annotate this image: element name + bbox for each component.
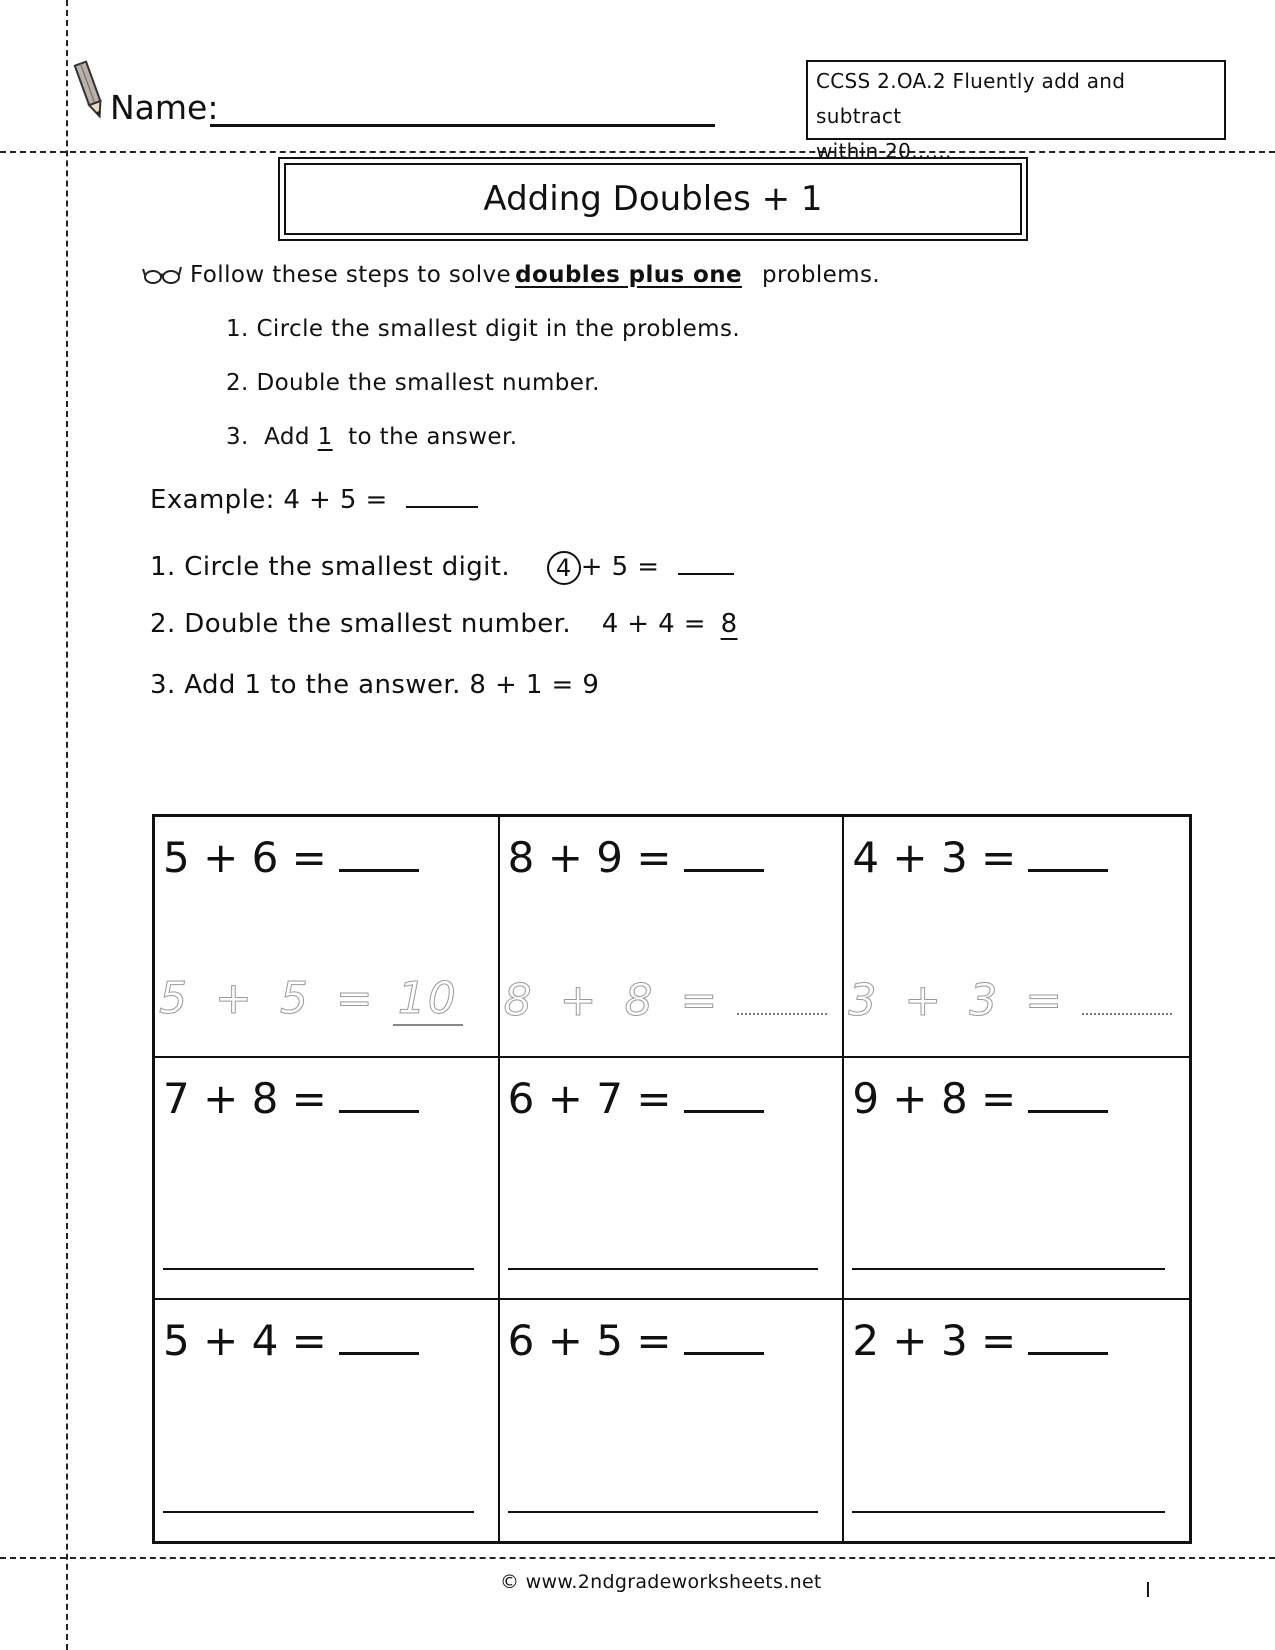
answer-blank[interactable] (684, 831, 764, 872)
footer-copyright: © www.2ndgradeworksheets.net (500, 1571, 822, 1593)
intro-text-before: Follow these steps to solve (190, 262, 512, 288)
problem-text: 8 + 9 = (507, 833, 672, 882)
example-step-2-text: 2. Double the smallest number. (150, 609, 572, 639)
example-step-1-blank (678, 547, 734, 575)
problem-equation (508, 831, 764, 882)
problem-cell (844, 1300, 1189, 1541)
problem-cell (500, 1300, 845, 1541)
left-margin-guide (66, 0, 68, 1650)
problem-equation (508, 1072, 764, 1123)
trace-digit-a: 5 (159, 973, 189, 1025)
work-line[interactable] (163, 1511, 474, 1513)
trace-digit-a: 8 (503, 975, 534, 1027)
instruction-step-2: 2. Double the smallest number. (226, 370, 600, 396)
problem-cell (500, 1058, 845, 1299)
example-header (150, 480, 478, 515)
problem-equation (163, 1314, 419, 1365)
trace-eq: = (1025, 975, 1065, 1027)
page-mark: I (1145, 1578, 1151, 1602)
trace-digit-b: 5 (279, 973, 310, 1025)
step-3-number: 1 (317, 424, 333, 450)
example-header-text: Example: 4 + 5 = (150, 485, 388, 515)
answer-blank[interactable] (684, 1072, 764, 1113)
trace-op: + (559, 975, 599, 1027)
work-line[interactable] (508, 1268, 819, 1270)
problem-equation (852, 831, 1108, 882)
answer-blank[interactable] (1028, 1314, 1108, 1355)
problem-text: 9 + 8 = (852, 1074, 1017, 1124)
circled-digit: 4 (547, 551, 581, 585)
problem-text: 2 + 3 = (852, 1315, 1017, 1365)
work-line[interactable] (852, 1268, 1165, 1270)
step-3-suffix: to the answer. (332, 424, 518, 450)
problem-cell (500, 817, 845, 1058)
name-input-line[interactable] (210, 124, 715, 127)
problem-cell (155, 1300, 500, 1541)
problem-grid (152, 814, 1192, 1544)
problem-cell (155, 1058, 500, 1299)
instruction-step-3 (226, 424, 517, 450)
problem-equation (508, 1314, 764, 1365)
tracing-row (848, 975, 1172, 1026)
problem-text: 6 + 7 = (507, 1074, 672, 1124)
problem-text: 7 + 8 = (163, 1074, 327, 1124)
problem-cell (844, 817, 1189, 1058)
instruction-step-1: 1. Circle the smallest digit in the problems. (226, 316, 741, 342)
trace-answer[interactable]: 10 (393, 973, 463, 1026)
example-step-1-text: 1. Circle the smallest digit. (150, 552, 511, 582)
name-label: Name: (110, 88, 219, 127)
bottom-cut-guide (0, 1557, 1275, 1559)
answer-blank[interactable] (339, 1072, 419, 1113)
tracing-row (504, 975, 828, 1026)
ccss-line-1: CCSS 2.OA.2 Fluently add and subtract (816, 69, 1126, 128)
trace-eq: = (680, 975, 720, 1027)
answer-blank[interactable] (684, 1314, 764, 1355)
title-box (278, 157, 1028, 241)
example-step-2-answer: 8 (720, 609, 738, 639)
answer-blank[interactable] (1028, 831, 1108, 872)
work-line[interactable] (508, 1511, 819, 1513)
ccss-standard-box (806, 60, 1226, 163)
problem-equation (852, 1314, 1108, 1365)
example-step-1 (150, 547, 734, 585)
trace-digit-b: 3 (969, 975, 1000, 1027)
example-step-2 (150, 609, 744, 639)
example-step-1-rest: + 5 = (580, 552, 660, 582)
problem-text: 6 + 5 = (507, 1315, 672, 1365)
intro-keyword: doubles plus one (515, 262, 742, 288)
problem-text: 5 + 4 = (163, 1315, 327, 1365)
problem-equation (163, 831, 419, 882)
problem-text: 4 + 3 = (852, 833, 1017, 882)
page-title: Adding Doubles + 1 (483, 179, 823, 219)
intro-text-after: problems. (762, 262, 881, 288)
problem-equation (852, 1072, 1108, 1123)
example-step-2-eq: 4 + 4 = (601, 609, 706, 639)
trace-answer-dotted-line[interactable] (1082, 1003, 1172, 1015)
intro-line (142, 262, 880, 288)
trace-eq: = (335, 973, 375, 1025)
example-step-3: 3. Add 1 to the answer. 8 + 1 = 9 (150, 670, 600, 700)
ccss-line-2: within 20…… (816, 139, 952, 163)
example-answer-blank (406, 480, 478, 508)
tracing-row (159, 973, 463, 1026)
answer-blank[interactable] (339, 1314, 419, 1355)
trace-answer-dotted-line[interactable] (737, 1003, 827, 1015)
work-line[interactable] (852, 1511, 1165, 1513)
glasses-icon (142, 263, 182, 287)
problem-cell (155, 817, 500, 1058)
step-3-prefix: 3. Add (226, 424, 318, 450)
work-line[interactable] (163, 1268, 474, 1270)
trace-digit-a: 3 (848, 975, 879, 1027)
trace-digit-b: 8 (624, 975, 655, 1027)
problem-cell (844, 1058, 1189, 1299)
pencil-icon (72, 58, 108, 122)
answer-blank[interactable] (339, 831, 419, 872)
trace-op: + (215, 973, 254, 1025)
trace-op: + (904, 975, 944, 1027)
answer-blank[interactable] (1028, 1072, 1108, 1113)
problem-text: 5 + 6 = (163, 833, 327, 882)
problem-equation (163, 1072, 419, 1123)
